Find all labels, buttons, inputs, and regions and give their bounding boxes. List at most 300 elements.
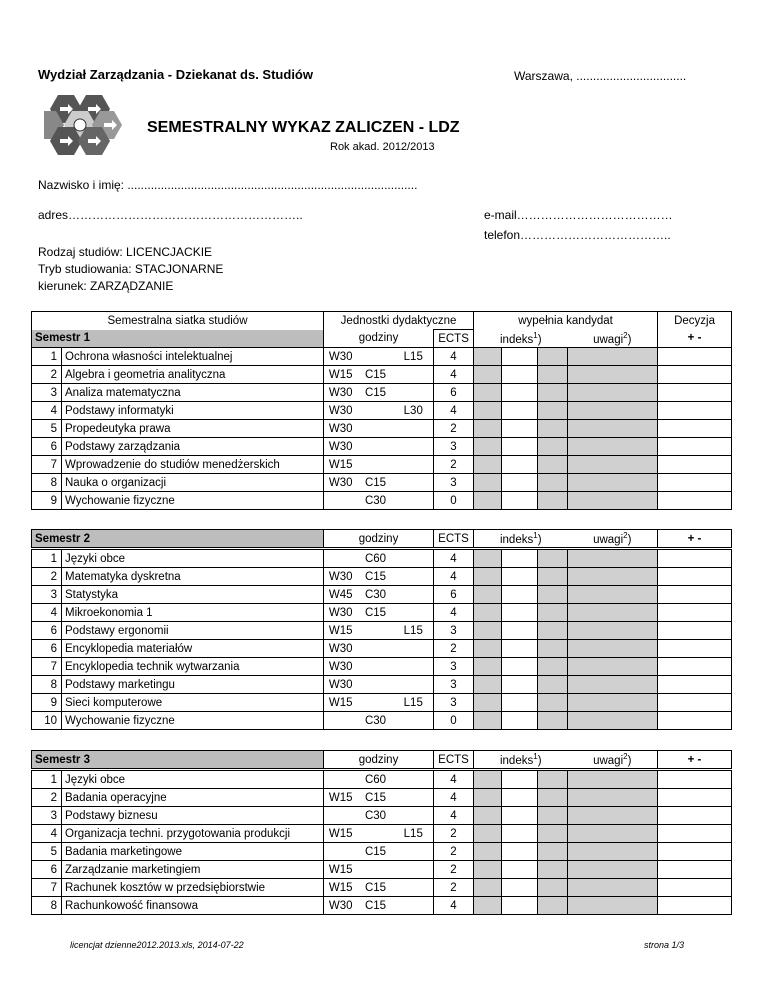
class-hours: C30 (358, 807, 394, 825)
table-row (32, 474, 732, 492)
decision-label: Decyzja (658, 312, 732, 330)
course-name: Języki obce (62, 771, 324, 789)
major: kierunek: ZARZĄDZANIE (38, 279, 174, 293)
index-cell-2[interactable] (502, 492, 538, 510)
notes-cell[interactable] (568, 879, 658, 897)
index-cell-1[interactable] (474, 861, 502, 879)
ects-value: 2 (434, 861, 474, 879)
notes-cell[interactable] (568, 366, 658, 384)
class-hours: C15 (358, 843, 394, 861)
index-cell-1[interactable] (474, 825, 502, 843)
index-cell-3[interactable] (538, 658, 568, 676)
course-name: Podstawy biznesu (62, 807, 324, 825)
class-hours (358, 456, 394, 474)
name-line: Nazwisko i imię: ....................................................................................... (38, 178, 418, 192)
decision-cell[interactable] (658, 586, 732, 604)
class-hours (358, 676, 394, 694)
lecture-hours (324, 807, 358, 825)
row-number: 4 (32, 825, 62, 843)
index-cell-3[interactable] (538, 568, 568, 586)
notes-cell[interactable] (568, 789, 658, 807)
index-cell-3[interactable] (538, 694, 568, 712)
notes-cell[interactable] (568, 861, 658, 879)
table-row (32, 897, 732, 915)
city-date-line: Warszawa, ................................. (514, 69, 687, 83)
plus-minus-label: + - (658, 330, 732, 348)
index-cell-2[interactable] (502, 586, 538, 604)
table-row (32, 676, 732, 694)
lecture-hours: W15 (324, 366, 358, 384)
class-hours: C30 (358, 586, 394, 604)
notes-cell[interactable] (568, 843, 658, 861)
index-cell-2[interactable] (502, 604, 538, 622)
ects-value: 4 (434, 807, 474, 825)
index-cell-1[interactable] (474, 712, 502, 730)
row-number: 9 (32, 694, 62, 712)
ects-label: ECTS (434, 330, 474, 348)
course-name: Wychowanie fizyczne (62, 712, 324, 730)
decision-cell[interactable] (658, 712, 732, 730)
lecture-hours: W30 (324, 438, 358, 456)
lab-hours: L30 (394, 402, 434, 420)
decision-cell[interactable] (658, 789, 732, 807)
table-row (32, 402, 732, 420)
index-cell-3[interactable] (538, 366, 568, 384)
decision-cell[interactable] (658, 420, 732, 438)
decision-cell[interactable] (658, 384, 732, 402)
index-cell-3[interactable] (538, 712, 568, 730)
index-cell-2[interactable] (502, 420, 538, 438)
decision-cell[interactable] (658, 348, 732, 366)
index-cell-1[interactable] (474, 622, 502, 640)
lecture-hours: W30 (324, 402, 358, 420)
lab-hours (394, 438, 434, 456)
decision-cell[interactable] (658, 879, 732, 897)
course-name: Badania marketingowe (62, 843, 324, 861)
ects-value: 4 (434, 568, 474, 586)
row-number: 2 (32, 366, 62, 384)
hours-label: godziny (324, 530, 434, 548)
address-line: adres………………………………………………….. (38, 208, 303, 222)
document-title: SEMESTRALNY WYKAZ ZALICZEN - LDZ (147, 119, 460, 136)
ects-value: 6 (434, 586, 474, 604)
index-cell-3[interactable] (538, 843, 568, 861)
notes-label: uwagi$^2$) (568, 751, 658, 769)
index-cell-2[interactable] (502, 771, 538, 789)
notes-cell[interactable] (568, 771, 658, 789)
phone-line: telefon……………………………….. (484, 228, 671, 242)
lab-hours (394, 640, 434, 658)
lecture-hours: W15 (324, 622, 358, 640)
table-row (32, 640, 732, 658)
index-cell-1[interactable] (474, 604, 502, 622)
course-name: Propedeutyka prawa (62, 420, 324, 438)
notes-cell[interactable] (568, 456, 658, 474)
index-cell-1[interactable] (474, 384, 502, 402)
row-number: 10 (32, 712, 62, 730)
course-name: Nauka o organizacji (62, 474, 324, 492)
decision-cell[interactable] (658, 456, 732, 474)
notes-cell[interactable] (568, 622, 658, 640)
index-cell-1[interactable] (474, 807, 502, 825)
class-hours (358, 658, 394, 676)
index-cell-1[interactable] (474, 492, 502, 510)
lecture-hours: W30 (324, 897, 358, 915)
table-row (32, 879, 732, 897)
ects-value: 0 (434, 492, 474, 510)
notes-cell[interactable] (568, 658, 658, 676)
notes-cell[interactable] (568, 807, 658, 825)
index-cell-2[interactable] (502, 474, 538, 492)
notes-cell[interactable] (568, 676, 658, 694)
table-row (32, 825, 732, 843)
row-number: 7 (32, 456, 62, 474)
index-cell-2[interactable] (502, 879, 538, 897)
row-number: 1 (32, 348, 62, 366)
department-title: Wydział Zarządzania - Dziekanat ds. Studiów (38, 67, 313, 82)
ects-value: 4 (434, 366, 474, 384)
index-cell-2[interactable] (502, 438, 538, 456)
table-row (32, 384, 732, 402)
notes-cell[interactable] (568, 438, 658, 456)
decision-cell[interactable] (658, 676, 732, 694)
course-name: Statystyka (62, 586, 324, 604)
index-cell-1[interactable] (474, 676, 502, 694)
decision-cell[interactable] (658, 640, 732, 658)
notes-cell[interactable] (568, 550, 658, 568)
index-cell-3[interactable] (538, 586, 568, 604)
decision-cell[interactable] (658, 366, 732, 384)
row-number: 3 (32, 384, 62, 402)
index-cell-3[interactable] (538, 861, 568, 879)
notes-label: uwagi$^2$) (568, 530, 658, 548)
table-row (32, 366, 732, 384)
index-cell-1[interactable] (474, 771, 502, 789)
index-cell-3[interactable] (538, 402, 568, 420)
class-hours: C60 (358, 771, 394, 789)
ects-value: 4 (434, 897, 474, 915)
notes-cell[interactable] (568, 640, 658, 658)
class-hours: C15 (358, 568, 394, 586)
index-cell-3[interactable] (538, 622, 568, 640)
decision-cell[interactable] (658, 492, 732, 510)
index-cell-1[interactable] (474, 568, 502, 586)
semester-3-table (31, 770, 732, 915)
index-cell-3[interactable] (538, 604, 568, 622)
index-cell-2[interactable] (502, 694, 538, 712)
lab-hours (394, 550, 434, 568)
index-cell-1[interactable] (474, 658, 502, 676)
file-info: licencjat dzienne2012.2013.xls, 2014-07-22 (70, 940, 244, 950)
lab-hours (394, 586, 434, 604)
decision-cell[interactable] (658, 658, 732, 676)
ects-value: 0 (434, 712, 474, 730)
lecture-hours: W30 (324, 604, 358, 622)
course-name: Analiza matematyczna (62, 384, 324, 402)
lab-hours (394, 807, 434, 825)
index-cell-1[interactable] (474, 420, 502, 438)
course-name: Podstawy marketingu (62, 676, 324, 694)
index-cell-1[interactable] (474, 694, 502, 712)
lecture-hours: W15 (324, 694, 358, 712)
index-cell-2[interactable] (502, 402, 538, 420)
index-cell-1[interactable] (474, 438, 502, 456)
index-cell-2[interactable] (502, 550, 538, 568)
decision-cell[interactable] (658, 861, 732, 879)
index-cell-3[interactable] (538, 640, 568, 658)
decision-cell[interactable] (658, 474, 732, 492)
table-row (32, 568, 732, 586)
index-cell-2[interactable] (502, 622, 538, 640)
ects-value: 3 (434, 474, 474, 492)
lab-hours (394, 384, 434, 402)
plus-minus-label: + - (658, 530, 732, 548)
row-number: 3 (32, 586, 62, 604)
lecture-hours: W30 (324, 384, 358, 402)
lab-hours (394, 843, 434, 861)
index-cell-2[interactable] (502, 807, 538, 825)
index-cell-2[interactable] (502, 348, 538, 366)
class-hours (358, 402, 394, 420)
notes-cell[interactable] (568, 568, 658, 586)
index-cell-2[interactable] (502, 676, 538, 694)
lab-hours (394, 879, 434, 897)
semester-label: Semestr 2 (32, 530, 324, 548)
index-cell-1[interactable] (474, 456, 502, 474)
lecture-hours (324, 712, 358, 730)
table-row (32, 586, 732, 604)
faculty-logo-icon (44, 93, 128, 157)
notes-cell[interactable] (568, 420, 658, 438)
index-cell-3[interactable] (538, 771, 568, 789)
decision-cell[interactable] (658, 807, 732, 825)
ects-value: 2 (434, 420, 474, 438)
index-cell-1[interactable] (474, 550, 502, 568)
class-hours: C15 (358, 366, 394, 384)
notes-cell[interactable] (568, 825, 658, 843)
semester-label: Semestr 3 (32, 751, 324, 769)
index-cell-2[interactable] (502, 843, 538, 861)
class-hours: C60 (358, 550, 394, 568)
index-cell-3[interactable] (538, 825, 568, 843)
notes-cell[interactable] (568, 402, 658, 420)
index-cell-1[interactable] (474, 402, 502, 420)
semester-1-header (31, 311, 732, 348)
notes-cell[interactable] (568, 474, 658, 492)
lab-hours (394, 676, 434, 694)
semester-label: Semestr 1 (32, 330, 324, 348)
index-label: indeks$^1$) (474, 751, 568, 769)
decision-cell[interactable] (658, 604, 732, 622)
semester-3-header (31, 750, 732, 769)
index-cell-2[interactable] (502, 456, 538, 474)
lecture-hours (324, 843, 358, 861)
class-hours (358, 348, 394, 366)
index-cell-2[interactable] (502, 712, 538, 730)
row-number: 3 (32, 807, 62, 825)
ects-value: 4 (434, 789, 474, 807)
index-cell-3[interactable] (538, 897, 568, 915)
index-cell-1[interactable] (474, 474, 502, 492)
index-cell-2[interactable] (502, 568, 538, 586)
table-row (32, 843, 732, 861)
index-cell-2[interactable] (502, 640, 538, 658)
course-name: Wychowanie fizyczne (62, 492, 324, 510)
table-row (32, 807, 732, 825)
course-name: Sieci komputerowe (62, 694, 324, 712)
index-cell-3[interactable] (538, 438, 568, 456)
lecture-hours: W30 (324, 568, 358, 586)
email-line: e-mail………………………………… (484, 208, 673, 222)
lecture-hours: W30 (324, 658, 358, 676)
notes-cell[interactable] (568, 897, 658, 915)
lab-hours: L15 (394, 348, 434, 366)
ects-value: 3 (434, 658, 474, 676)
decision-cell[interactable] (658, 843, 732, 861)
lab-hours (394, 861, 434, 879)
lecture-hours: W15 (324, 789, 358, 807)
table-row (32, 789, 732, 807)
lab-hours (394, 771, 434, 789)
lab-hours (394, 789, 434, 807)
index-cell-1[interactable] (474, 366, 502, 384)
index-cell-2[interactable] (502, 825, 538, 843)
index-cell-3[interactable] (538, 384, 568, 402)
notes-cell[interactable] (568, 384, 658, 402)
lab-hours (394, 712, 434, 730)
index-cell-3[interactable] (538, 550, 568, 568)
table-row (32, 622, 732, 640)
index-cell-2[interactable] (502, 789, 538, 807)
course-name: Ochrona własności intelektualnej (62, 348, 324, 366)
decision-cell[interactable] (658, 897, 732, 915)
decision-cell[interactable] (658, 694, 732, 712)
candidate-label: wypełnia kandydat (474, 312, 658, 330)
row-number: 5 (32, 420, 62, 438)
row-number: 6 (32, 861, 62, 879)
lecture-hours: W30 (324, 420, 358, 438)
decision-cell[interactable] (658, 825, 732, 843)
index-cell-2[interactable] (502, 366, 538, 384)
index-cell-2[interactable] (502, 658, 538, 676)
index-cell-1[interactable] (474, 789, 502, 807)
notes-cell[interactable] (568, 712, 658, 730)
academic-year: Rok akad. 2012/2013 (330, 141, 435, 153)
lab-hours (394, 897, 434, 915)
index-cell-1[interactable] (474, 348, 502, 366)
index-cell-3[interactable] (538, 420, 568, 438)
course-name: Podstawy informatyki (62, 402, 324, 420)
index-cell-3[interactable] (538, 492, 568, 510)
lecture-hours: W30 (324, 676, 358, 694)
index-cell-2[interactable] (502, 384, 538, 402)
plus-minus-label: + - (658, 751, 732, 769)
class-hours: C15 (358, 474, 394, 492)
lecture-hours: W15 (324, 861, 358, 879)
ects-label: ECTS (434, 751, 474, 769)
decision-cell[interactable] (658, 438, 732, 456)
row-number: 1 (32, 771, 62, 789)
ects-value: 3 (434, 676, 474, 694)
lab-hours: L15 (394, 622, 434, 640)
course-name: Badania operacyjne (62, 789, 324, 807)
index-cell-3[interactable] (538, 789, 568, 807)
table-row (32, 348, 732, 366)
lab-hours (394, 492, 434, 510)
index-cell-3[interactable] (538, 474, 568, 492)
class-hours (358, 861, 394, 879)
notes-cell[interactable] (568, 604, 658, 622)
table-row (32, 550, 732, 568)
class-hours (358, 622, 394, 640)
index-cell-2[interactable] (502, 897, 538, 915)
decision-cell[interactable] (658, 402, 732, 420)
course-name: Rachunek kosztów w przedsiębiorstwie (62, 879, 324, 897)
notes-cell[interactable] (568, 586, 658, 604)
row-number: 6 (32, 622, 62, 640)
index-cell-1[interactable] (474, 843, 502, 861)
ects-value: 6 (434, 384, 474, 402)
index-cell-2[interactable] (502, 861, 538, 879)
course-name: Encyklopedia materiałów (62, 640, 324, 658)
index-cell-3[interactable] (538, 456, 568, 474)
lab-hours (394, 420, 434, 438)
decision-cell[interactable] (658, 568, 732, 586)
table-row (32, 712, 732, 730)
decision-cell[interactable] (658, 550, 732, 568)
notes-cell[interactable] (568, 492, 658, 510)
row-number: 4 (32, 402, 62, 420)
decision-cell[interactable] (658, 771, 732, 789)
class-hours: C15 (358, 897, 394, 915)
lecture-hours: W30 (324, 474, 358, 492)
index-cell-1[interactable] (474, 879, 502, 897)
row-number: 8 (32, 676, 62, 694)
ects-label: ECTS (434, 530, 474, 548)
table-row (32, 438, 732, 456)
lab-hours (394, 366, 434, 384)
index-cell-1[interactable] (474, 586, 502, 604)
notes-cell[interactable] (568, 694, 658, 712)
row-number: 8 (32, 474, 62, 492)
lab-hours (394, 604, 434, 622)
index-cell-1[interactable] (474, 897, 502, 915)
table-row (32, 861, 732, 879)
ects-value: 2 (434, 825, 474, 843)
class-hours (358, 825, 394, 843)
notes-cell[interactable] (568, 348, 658, 366)
lab-hours (394, 568, 434, 586)
index-cell-3[interactable] (538, 676, 568, 694)
table-row (32, 420, 732, 438)
course-name: Algebra i geometria analityczna (62, 366, 324, 384)
index-cell-3[interactable] (538, 807, 568, 825)
index-cell-3[interactable] (538, 879, 568, 897)
class-hours (358, 438, 394, 456)
ects-value: 3 (434, 622, 474, 640)
course-name: Encyklopedia technik wytwarzania (62, 658, 324, 676)
table-row (32, 604, 732, 622)
class-hours: C15 (358, 384, 394, 402)
lab-hours (394, 474, 434, 492)
units-label: Jednostki dydaktyczne (324, 312, 474, 330)
hours-label: godziny (324, 330, 434, 348)
index-label: indeks$^1$) (474, 330, 568, 348)
lecture-hours: W45 (324, 586, 358, 604)
index-cell-3[interactable] (538, 348, 568, 366)
index-cell-1[interactable] (474, 640, 502, 658)
decision-cell[interactable] (658, 622, 732, 640)
